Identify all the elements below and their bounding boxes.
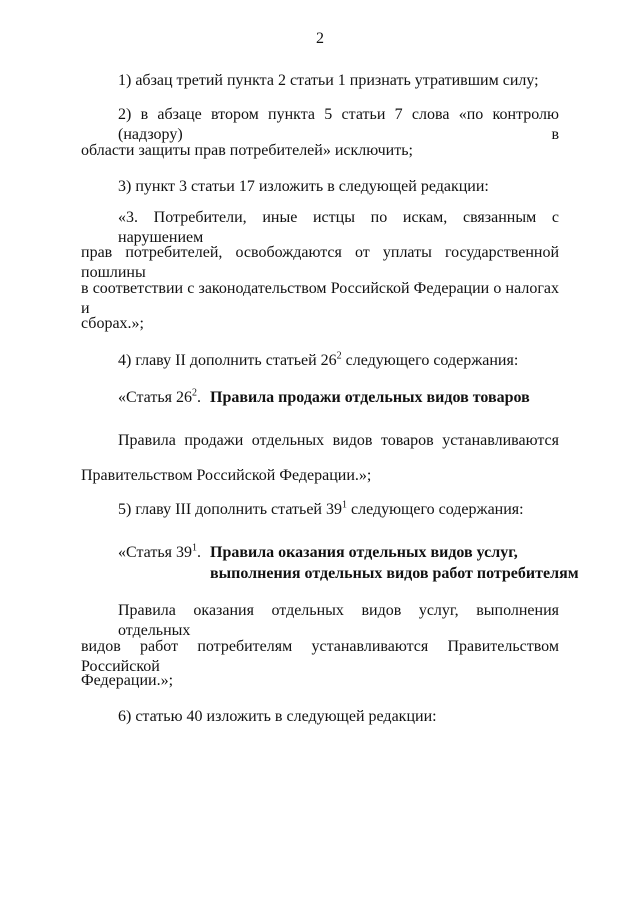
- paragraph-4-tail: следующего содержания:: [341, 352, 519, 369]
- paragraph-2-line-1: 2) в абзаце втором пункта 5 статьи 7 слова «по контролю (надзору) в: [118, 106, 559, 143]
- paragraph-4: [118, 351, 518, 371]
- paragraph-5-superscript: 1: [341, 499, 347, 511]
- quote-line-3: в соответствии с законодательством Российской Федерации о налогах и: [81, 280, 559, 317]
- article-26-text-line-1: Правила продажи отдельных видов товаров устанавливаются: [118, 432, 559, 449]
- article-39-superscript: 1: [191, 542, 197, 554]
- paragraph-5-text: 5) главу III дополнить статьей 39: [118, 501, 342, 518]
- paragraph-5: [118, 500, 524, 520]
- paragraph-1: 1) абзац третий пункта 2 статьи 1 признать утратившим силу;: [118, 72, 539, 89]
- paragraph-2-line-2: области защиты прав потребителей» исключить;: [81, 142, 413, 159]
- quote-line-1: «3. Потребители, иные истцы по искам, связанным с нарушением: [118, 209, 559, 246]
- article-39-title-line-2: выполнения отдельных видов работ потребителям: [210, 565, 579, 582]
- article-39-text-line-2: видов работ потребителям устанавливаются Правительством Российской: [81, 638, 559, 675]
- article-26-dot: .: [196, 389, 201, 406]
- paragraph-4-text: 4) главу II дополнить статьей 26: [118, 352, 337, 369]
- article-39-text-line-1: Правила оказания отдельных видов услуг, выполнения отдельных: [118, 602, 559, 639]
- paragraph-5-tail: следующего содержания:: [346, 501, 524, 518]
- quote-line-4: сборах.»;: [81, 315, 144, 332]
- paragraph-4-superscript: 2: [336, 350, 342, 362]
- article-26-superscript: 2: [191, 387, 197, 399]
- article-26-label: «Статья 26: [118, 389, 192, 406]
- paragraph-6: 6) статью 40 изложить в следующей редакции:: [118, 708, 437, 725]
- article-39-text-line-3: Федерации.»;: [81, 672, 174, 689]
- article-39-dot: .: [196, 544, 201, 561]
- article-39-heading: [118, 543, 201, 563]
- article-39-label: «Статья 39: [118, 544, 192, 561]
- article-39-title-line-1: Правила оказания отдельных видов услуг,: [210, 544, 518, 561]
- page-number: 2: [316, 30, 324, 47]
- article-26-text-line-2: Правительством Российской Федерации.»;: [81, 467, 372, 484]
- article-26-heading: [118, 388, 201, 408]
- paragraph-3: 3) пункт 3 статьи 17 изложить в следующей редакции:: [118, 178, 489, 195]
- article-26-title: Правила продажи отдельных видов товаров: [210, 389, 530, 406]
- quote-line-2: прав потребителей, освобождаются от уплаты государственной пошлины: [81, 244, 559, 281]
